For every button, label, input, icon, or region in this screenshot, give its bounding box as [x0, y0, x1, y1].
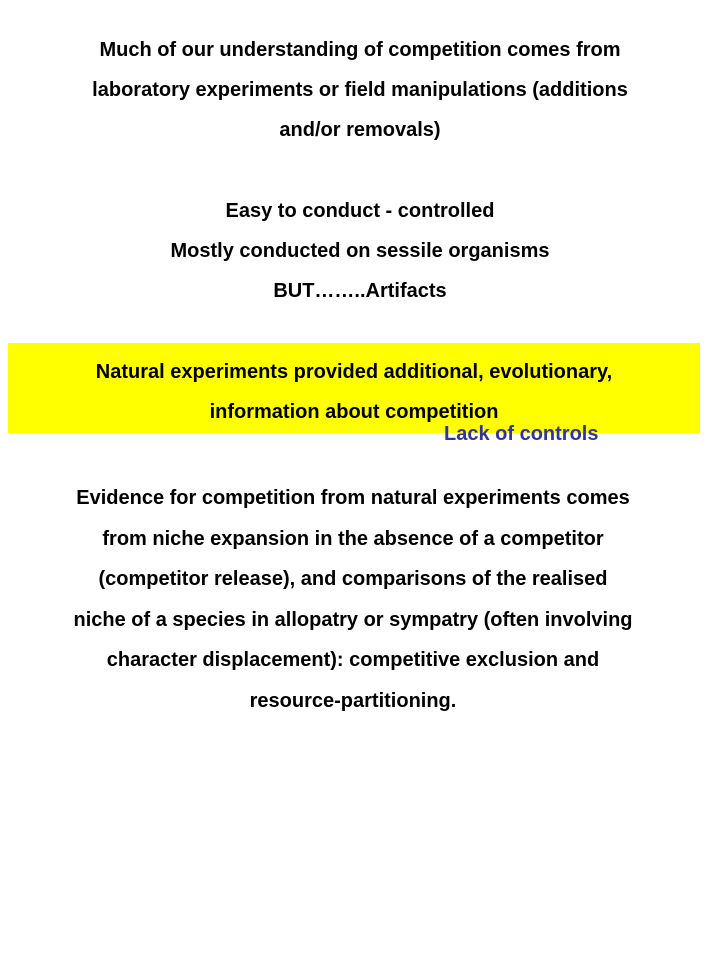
point-artifacts: BUT……..Artifacts — [273, 280, 447, 302]
evidence-line: from niche expansion in the absence of a competitor — [102, 527, 604, 550]
evidence-line: niche of a species in allopatry or sympatry (often involving — [73, 608, 633, 631]
point-controlled: Easy to conduct - controlled — [225, 200, 495, 222]
points-list — [0, 191, 720, 311]
point-sessile: Mostly conducted on sessile organisms — [170, 240, 550, 262]
evidence-line: (competitor release), and comparisons of the realised — [98, 568, 608, 590]
highlight-line: Natural experiments provided additional, evolutionary, — [95, 361, 613, 383]
evidence-line: Evidence for competition from natural experiments comes — [76, 487, 630, 509]
intro-line: and/or removals) — [279, 119, 441, 141]
lack-of-controls-note: Lack of controls — [444, 423, 599, 445]
intro-paragraph — [0, 30, 720, 150]
evidence-paragraph — [0, 478, 706, 721]
evidence-line: resource-partitioning. — [249, 689, 457, 712]
evidence-line: character displacement): competitive exclusion and — [106, 649, 600, 671]
highlight-text — [0, 352, 708, 432]
highlight-line: information about competition — [209, 401, 499, 423]
intro-line: Much of our understanding of competition comes from — [99, 39, 621, 61]
intro-line: laboratory experiments or field manipulations (additions — [92, 79, 628, 101]
